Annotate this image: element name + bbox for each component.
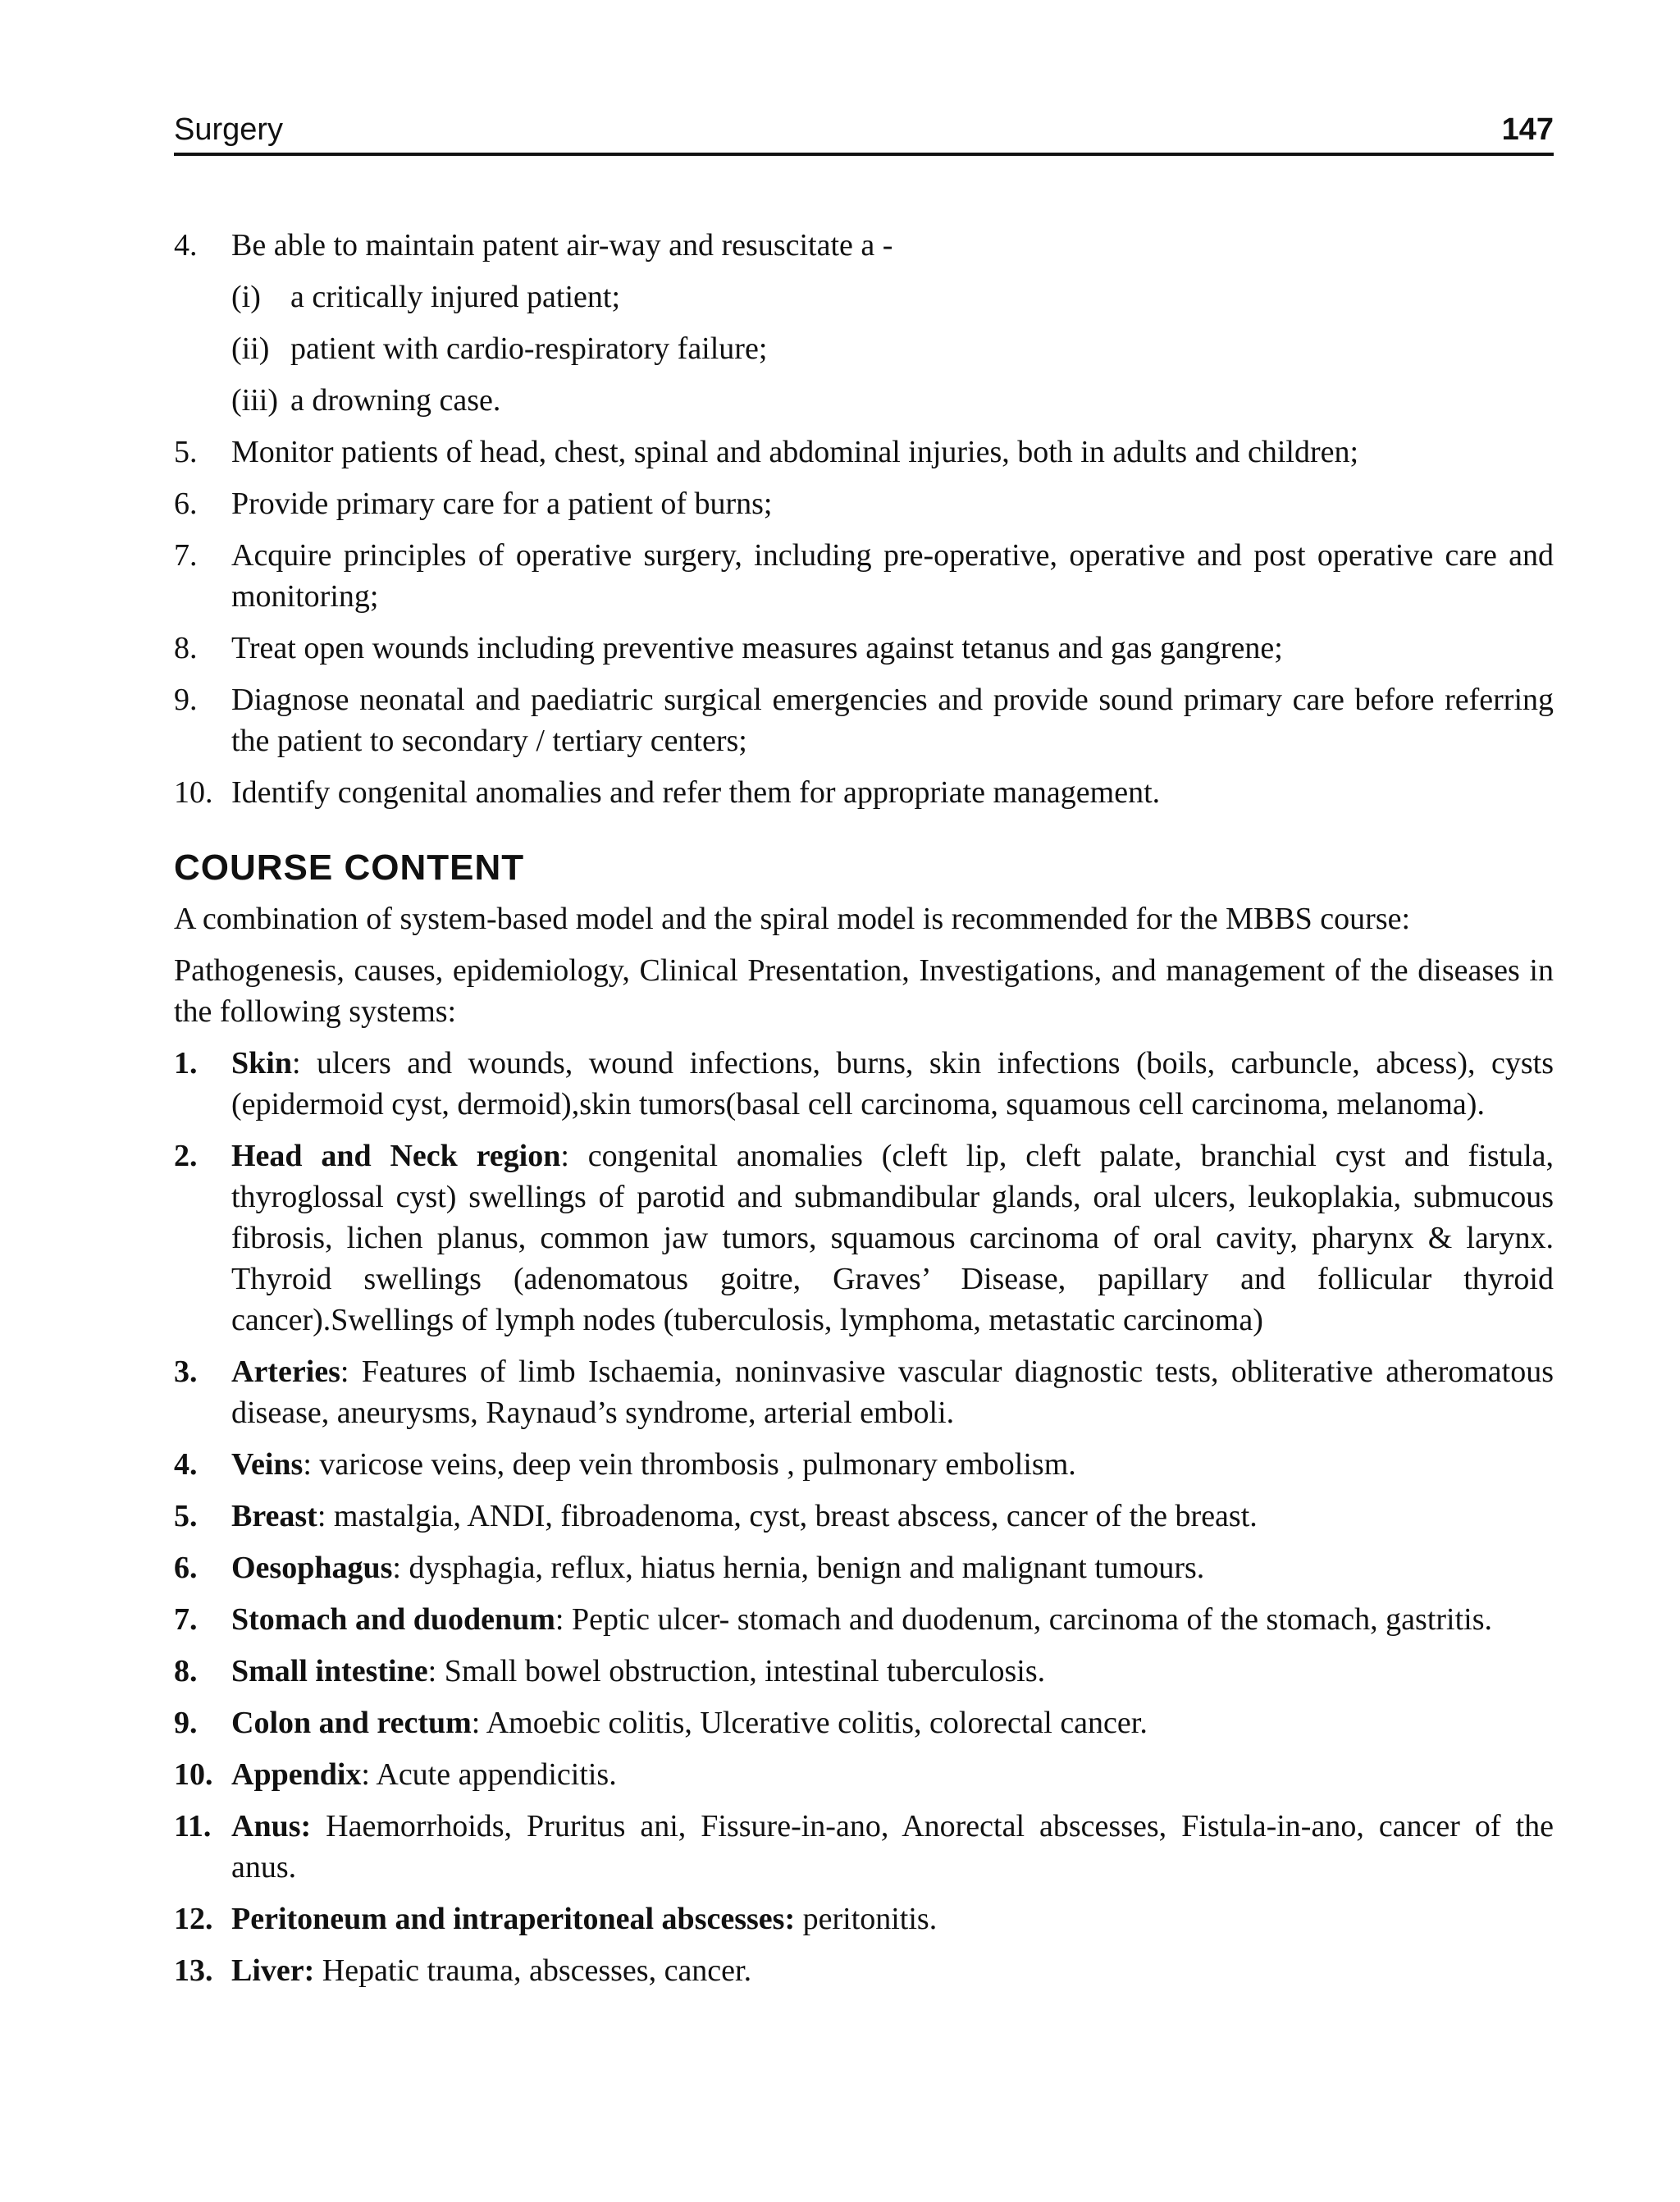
system-number: 9.	[174, 1706, 198, 1740]
system-separator: :	[392, 1551, 409, 1585]
system-text: Features of limb Ischaemia, noninvasive vascular diagnostic tests, obliterative atheromatous disease, aneurysms, Raynaud’s syndrome, arterial emboli.	[231, 1355, 1554, 1430]
system-item	[174, 1444, 1554, 1485]
objective-number: 9.	[174, 683, 198, 717]
intro-paragraph-2: Pathogenesis, causes, epidemiology, Clinical Presentation, Investigations, and management of the diseases in the following systems:	[174, 953, 1554, 1029]
system-term: Stomach and duodenum	[231, 1602, 555, 1637]
system-separator	[311, 1809, 326, 1843]
system-term: Anus:	[231, 1809, 312, 1843]
system-text: Haemorrhoids, Pruritus ani, Fissure-in-ano, Anorectal abscesses, Fistula-in-ano, cancer of the anus.	[231, 1809, 1554, 1884]
page-number: 147	[1501, 112, 1554, 147]
objective-number: 6.	[174, 487, 198, 521]
system-separator: :	[340, 1355, 362, 1389]
system-text: peritonitis.	[802, 1902, 938, 1936]
system-number: 3.	[174, 1355, 198, 1389]
system-item	[174, 1351, 1554, 1433]
objective-item	[174, 772, 1554, 813]
system-number: 4.	[174, 1447, 198, 1482]
system-item	[174, 1651, 1554, 1692]
subitem-text: a drowning case.	[290, 383, 501, 418]
objective-number: 8.	[174, 631, 198, 665]
page-body	[174, 225, 1554, 2002]
system-text: ulcers and wounds, wound infections, burns, skin infections (boils, carbuncle, abcess), cysts (epidermoid cyst, dermoid),skin tumors(basal cell carcinoma, squamous cell carcinoma, melanoma).	[231, 1046, 1554, 1122]
objective-item	[174, 432, 1554, 473]
intro-paragraph: A combination of system-based model and the spiral model is recommended for the MBBS course:	[174, 902, 1411, 936]
running-head	[174, 112, 1554, 156]
system-item	[174, 1950, 1554, 1991]
objective-subitem	[174, 328, 1554, 369]
subitem-number: (ii)	[231, 331, 270, 366]
objective-number: 4.	[174, 228, 198, 263]
objective-text: Identify congenital anomalies and refer them for appropriate management.	[231, 775, 1161, 810]
system-separator	[795, 1902, 803, 1936]
objective-text: Be able to maintain patent air-way and resuscitate a -	[231, 228, 893, 263]
running-head-title: Surgery	[174, 112, 284, 147]
system-number: 11.	[174, 1809, 212, 1843]
system-number: 10.	[174, 1757, 213, 1792]
system-text: Amoebic colitis, Ulcerative colitis, colorectal cancer.	[486, 1706, 1148, 1740]
system-item	[174, 1702, 1554, 1743]
system-separator: :	[291, 1046, 317, 1080]
system-text: Hepatic trauma, abscesses, cancer.	[322, 1953, 752, 1988]
subitem-number: (iii)	[231, 383, 278, 418]
system-text: Small bowel obstruction, intestinal tuberculosis.	[444, 1654, 1046, 1688]
system-text: mastalgia, ANDI, fibroadenoma, cyst, breast abscess, cancer of the breast.	[333, 1499, 1258, 1533]
system-item	[174, 1898, 1554, 1939]
objective-number: 7.	[174, 538, 198, 573]
section-heading: COURSE CONTENT	[174, 847, 525, 888]
system-term: Oesophagus	[231, 1551, 393, 1585]
system-number: 1.	[174, 1046, 198, 1080]
system-term: Skin	[231, 1046, 292, 1080]
system-text: Peptic ulcer- stomach and duodenum, carcinoma of the stomach, gastritis.	[571, 1602, 1492, 1637]
system-separator: :	[303, 1447, 320, 1482]
system-separator: :	[361, 1757, 377, 1792]
objective-text: Treat open wounds including preventive measures against tetanus and gas gangrene;	[231, 631, 1283, 665]
system-number: 5.	[174, 1499, 198, 1533]
objective-item	[174, 483, 1554, 524]
objective-item	[174, 535, 1554, 617]
system-term: Head and Neck region	[231, 1139, 561, 1173]
system-term: Veins	[231, 1447, 304, 1482]
objective-item	[174, 225, 1554, 266]
system-term: Arteries	[231, 1355, 340, 1389]
system-separator: :	[471, 1706, 486, 1740]
system-item	[174, 1754, 1554, 1795]
system-term: Peritoneum and intraperitoneal abscesses:	[231, 1902, 796, 1936]
subitem-text: a critically injured patient;	[290, 280, 621, 314]
objective-number: 5.	[174, 435, 198, 469]
system-term: Small intestine	[231, 1654, 428, 1688]
system-text: dysphagia, reflux, hiatus hernia, benign and malignant tumours.	[409, 1551, 1205, 1585]
objective-number: 10.	[174, 775, 213, 810]
subitem-text: patient with cardio-respiratory failure;	[290, 331, 768, 366]
system-item	[174, 1043, 1554, 1125]
system-number: 6.	[174, 1551, 198, 1585]
objective-item	[174, 628, 1554, 669]
system-term: Colon and rectum	[231, 1706, 472, 1740]
system-item	[174, 1496, 1554, 1537]
objective-item	[174, 679, 1554, 761]
system-term: Appendix	[231, 1757, 362, 1792]
objective-text: Diagnose neonatal and paediatric surgical emergencies and provide sound primary care before referring the patient to secondary / tertiary centers;	[231, 683, 1554, 758]
system-item	[174, 1547, 1554, 1588]
system-item	[174, 1599, 1554, 1640]
system-number: 7.	[174, 1602, 198, 1637]
objective-text: Provide primary care for a patient of burns;	[231, 487, 773, 521]
system-term: Liver:	[231, 1953, 315, 1988]
system-number: 2.	[174, 1139, 198, 1173]
objective-subitem	[174, 276, 1554, 318]
system-term: Breast	[231, 1499, 317, 1533]
system-separator: :	[427, 1654, 445, 1688]
system-item	[174, 1135, 1554, 1341]
system-separator: :	[555, 1602, 572, 1637]
system-text: Acute appendicitis.	[376, 1757, 617, 1792]
system-text: congenital anomalies (cleft lip, cleft palate, branchial cyst and fistula, thyroglossal cyst) swellings of parotid and submandibular glands, oral ulcers, leukoplakia, submucous fibrosis, lichen planus, common jaw tumors, squamous carcinoma of oral cavity, pharynx & larynx. Thyroid swellings (adenomatous goitre, Graves’ Disease, papillary and follicular thyroid cancer).Swellings of lymph nodes (tuberculosis, lymphoma, metastatic carcinoma)	[231, 1139, 1554, 1337]
objective-text: Acquire principles of operative surgery, including pre-operative, operative and post operative care and monitoring;	[231, 538, 1554, 614]
system-number: 8.	[174, 1654, 198, 1688]
objective-subitem	[174, 380, 1554, 421]
system-separator: :	[317, 1499, 334, 1533]
system-text: varicose veins, deep vein thrombosis , pulmonary embolism.	[319, 1447, 1076, 1482]
system-number: 12.	[174, 1902, 213, 1936]
objective-text: Monitor patients of head, chest, spinal and abdominal injuries, both in adults and children;	[231, 435, 1359, 469]
system-separator	[314, 1953, 322, 1988]
system-separator: :	[560, 1139, 588, 1173]
subitem-number: (i)	[231, 280, 261, 314]
system-item	[174, 1806, 1554, 1888]
system-number: 13.	[174, 1953, 213, 1988]
